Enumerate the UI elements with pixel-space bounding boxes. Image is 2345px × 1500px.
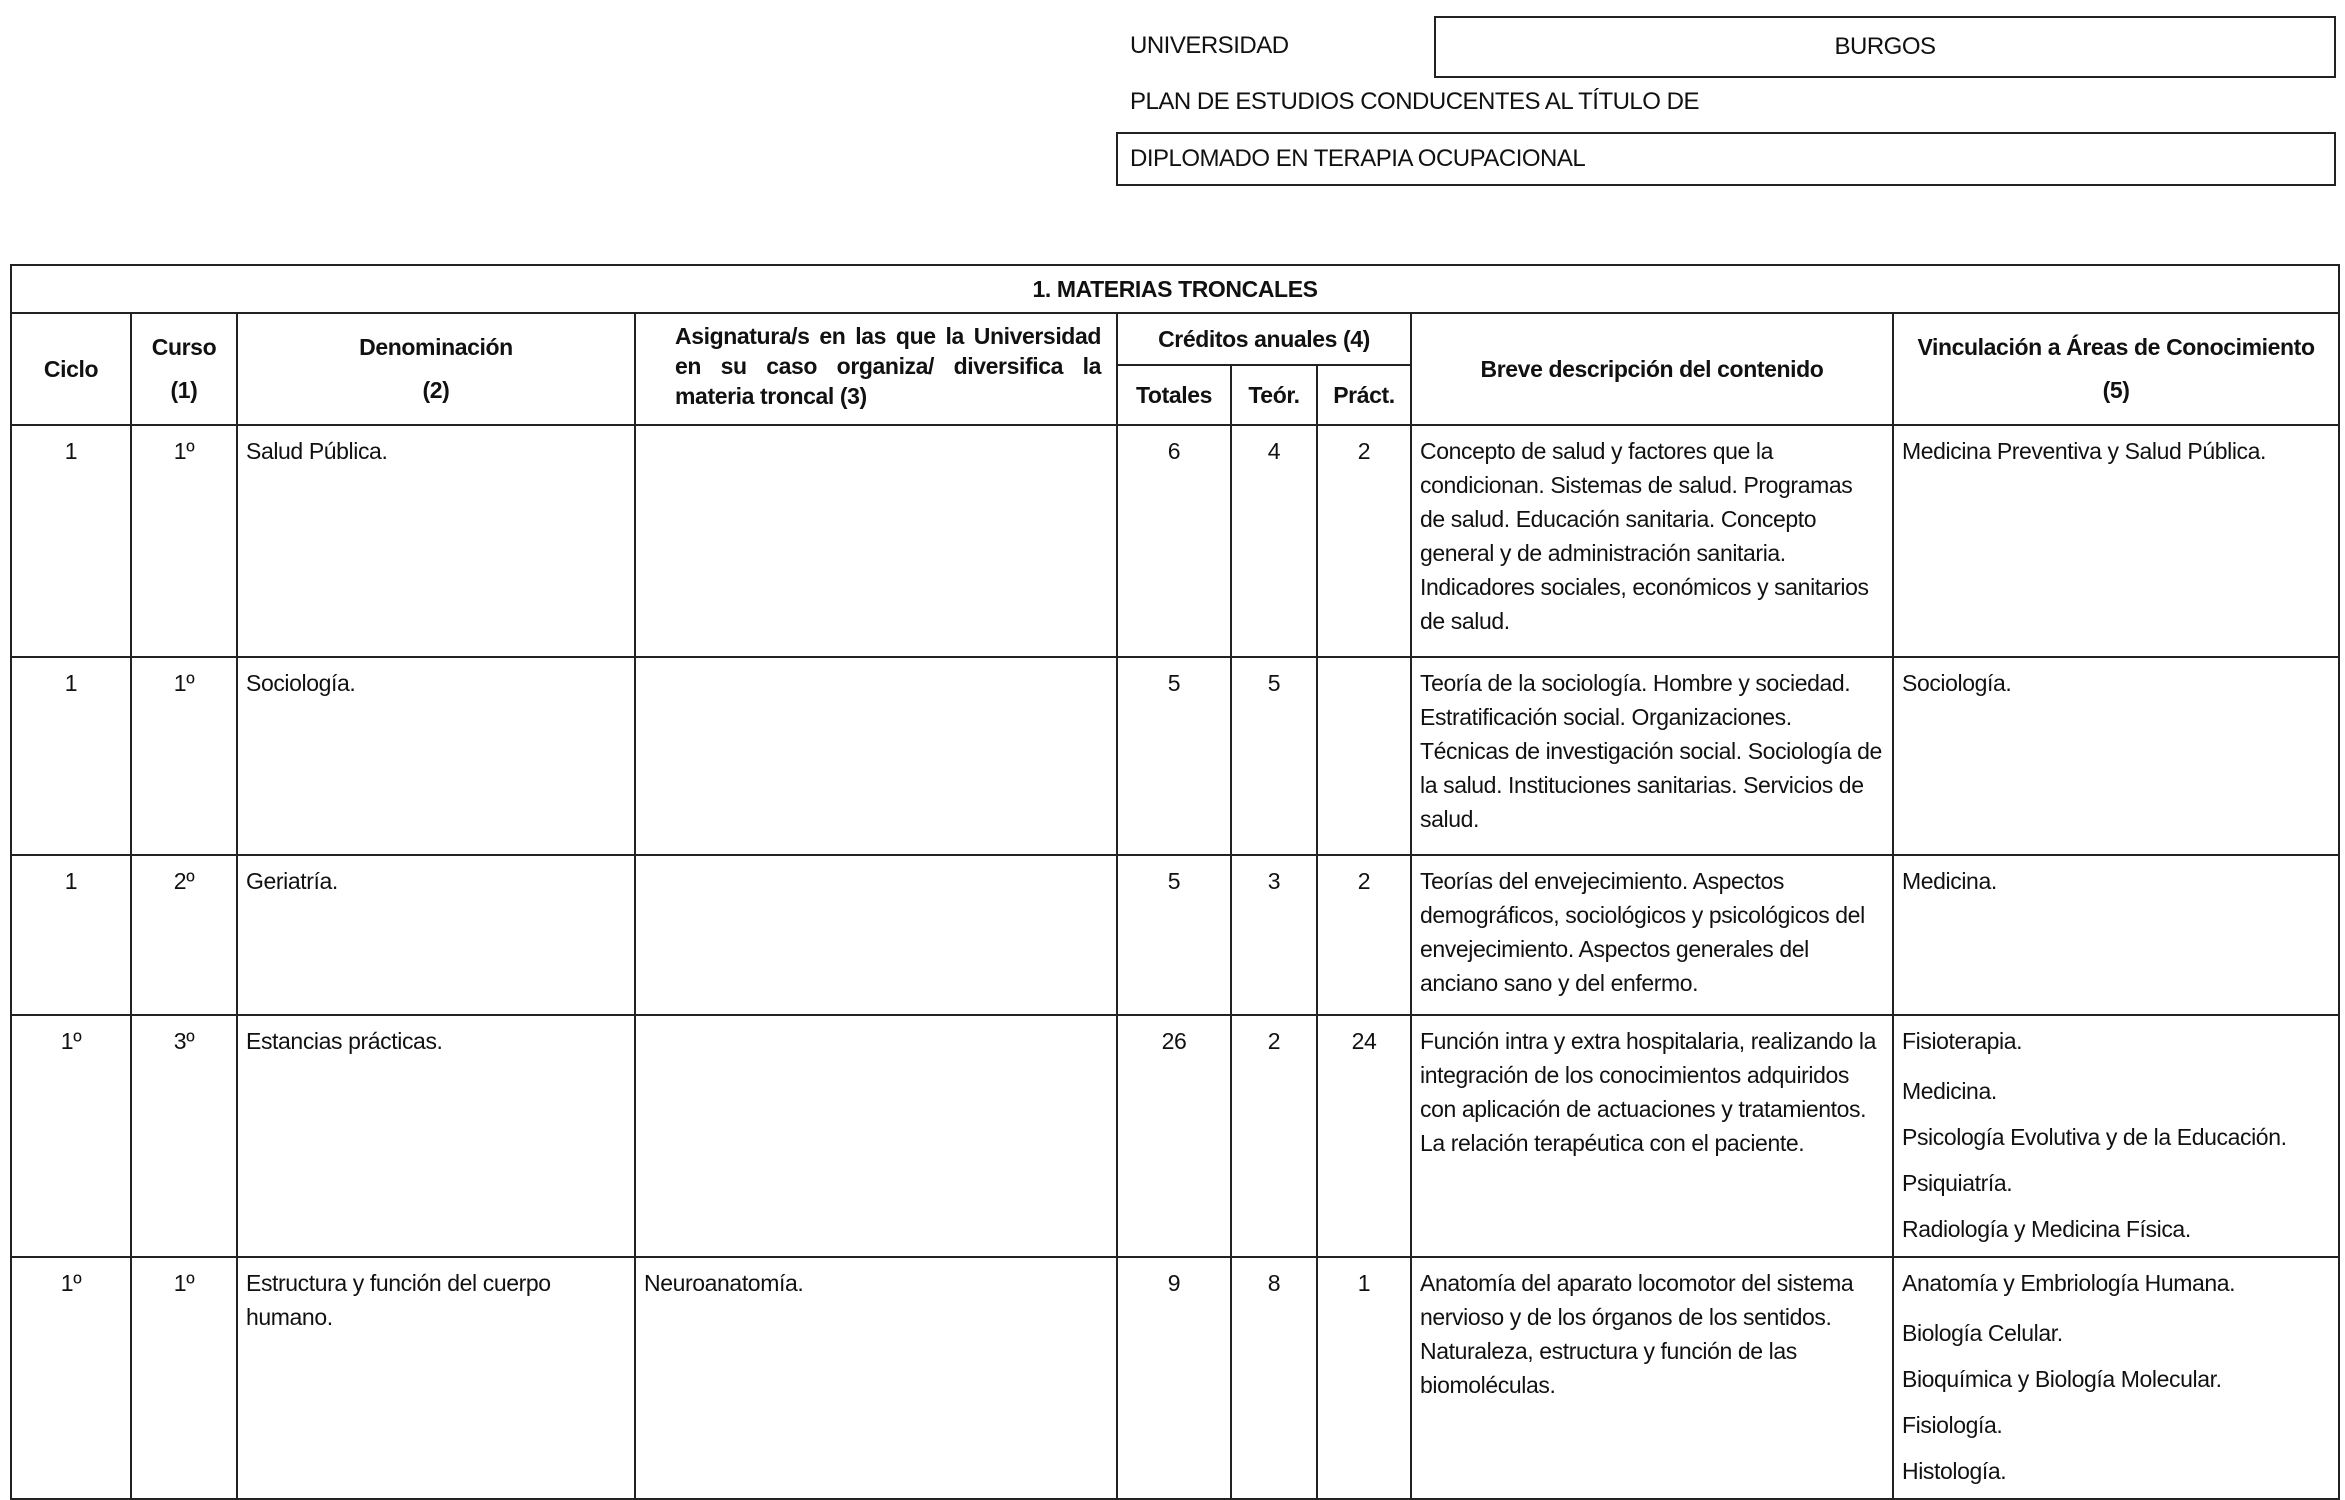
cell-curso: 1º: [131, 425, 237, 657]
table-row: [11, 855, 2339, 1015]
cell-totales: 5: [1117, 855, 1231, 1015]
col-vinculacion: Vinculación a Áreas de Conocimiento (5): [1893, 313, 2339, 425]
universidad-value: BURGOS: [1434, 16, 2336, 78]
cell-ciclo: 1: [11, 425, 131, 657]
cell-areas: [1893, 425, 2339, 657]
cell-ciclo: 1º: [11, 1257, 131, 1499]
col-totales: Totales: [1117, 365, 1231, 425]
cell-asignaturas: [635, 855, 1117, 1015]
cell-teor: 2: [1231, 1015, 1317, 1257]
area-item: Psiquiatría.: [1902, 1170, 2013, 1196]
cell-denominacion: Estancias prácticas.: [237, 1015, 635, 1257]
cell-ciclo: 1º: [11, 1015, 131, 1257]
cell-totales: 26: [1117, 1015, 1231, 1257]
cell-asignaturas: Neuroanatomía.: [635, 1257, 1117, 1499]
cell-asignaturas: [635, 425, 1117, 657]
cell-pract: 1: [1317, 1257, 1411, 1499]
col-creditos: Créditos anuales (4): [1117, 313, 1411, 365]
area-item: Medicina.: [1902, 1078, 1997, 1104]
cell-descripcion: Función intra y extra hospitalaria, realizando la integración de los conocimientos adquiridos con aplicación de actuaciones y tratamientos. La relación terapéutica con el paciente.: [1411, 1015, 1893, 1257]
cell-pract: 2: [1317, 855, 1411, 1015]
cell-denominacion: Geriatría.: [237, 855, 635, 1015]
area-item: Sociología.: [1902, 670, 2012, 696]
area-item: Psicología Evolutiva y de la Educación.: [1902, 1124, 2287, 1150]
cell-totales: 5: [1117, 657, 1231, 855]
table-row: [11, 425, 2339, 657]
section-title: 1. MATERIAS TRONCALES: [11, 265, 2339, 313]
col-asignaturas: Asignatura/s en las que la Universidad en su caso organiza/ diversifica la materia troncal (3): [635, 313, 1117, 425]
cell-areas: [1893, 855, 2339, 1015]
cell-totales: 6: [1117, 425, 1231, 657]
col-pract: Práct.: [1317, 365, 1411, 425]
titulo-value: DIPLOMADO EN TERAPIA OCUPACIONAL: [1116, 132, 2336, 186]
cell-totales: 9: [1117, 1257, 1231, 1499]
cell-areas: [1893, 1015, 2339, 1257]
col-denominacion: Denominación (2): [237, 313, 635, 425]
area-item: Bioquímica y Biología Molecular.: [1902, 1366, 2222, 1392]
cell-curso: 1º: [131, 657, 237, 855]
cell-areas: [1893, 1257, 2339, 1499]
cell-asignaturas: [635, 1015, 1117, 1257]
cell-ciclo: 1: [11, 657, 131, 855]
plan-label: PLAN DE ESTUDIOS CONDUCENTES AL TÍTULO DE: [1130, 88, 1699, 115]
area-item: Fisiología.: [1902, 1412, 2003, 1438]
cell-denominacion: Sociología.: [237, 657, 635, 855]
area-item: Medicina Preventiva y Salud Pública.: [1902, 438, 2267, 464]
cell-curso: 1º: [131, 1257, 237, 1499]
cell-teor: 3: [1231, 855, 1317, 1015]
cell-curso: 3º: [131, 1015, 237, 1257]
col-ciclo: Ciclo: [11, 313, 131, 425]
cell-pract: 24: [1317, 1015, 1411, 1257]
cell-descripcion: Teorías del envejecimiento. Aspectos demográficos, sociológicos y psicológicos del envejecimiento. Aspectos generales del anciano sano y del enfermo.: [1411, 855, 1893, 1015]
area-item: Fisioterapia.: [1902, 1028, 2023, 1054]
col-curso: Curso (1): [131, 313, 237, 425]
cell-ciclo: 1: [11, 855, 131, 1015]
table-row: [11, 657, 2339, 855]
cell-pract: [1317, 657, 1411, 855]
cell-denominacion: Estructura y función del cuerpo humano.: [237, 1257, 635, 1499]
area-item: Anatomía y Embriología Humana.: [1902, 1270, 2236, 1296]
cell-teor: 8: [1231, 1257, 1317, 1499]
cell-denominacion: Salud Pública.: [237, 425, 635, 657]
materias-troncales-table: [10, 264, 2340, 1500]
area-item: Medicina.: [1902, 868, 1997, 894]
cell-areas: [1893, 657, 2339, 855]
cell-pract: 2: [1317, 425, 1411, 657]
table-row: [11, 1257, 2339, 1499]
area-item: Histología.: [1902, 1458, 2007, 1484]
cell-descripcion: Concepto de salud y factores que la condicionan. Sistemas de salud. Programas de salud. Educación sanitaria. Concepto general y de administración sanitaria. Indicadores sociales, económicos y sanitarios de salud.: [1411, 425, 1893, 657]
cell-curso: 2º: [131, 855, 237, 1015]
universidad-label: UNIVERSIDAD: [1130, 32, 1289, 59]
cell-teor: 4: [1231, 425, 1317, 657]
cell-descripcion: Teoría de la sociología. Hombre y sociedad. Estratificación social. Organizaciones. Técnicas de investigación social. Sociología de la salud. Instituciones sanitarias. Servicios de salud.: [1411, 657, 1893, 855]
col-descripcion: Breve descripción del contenido: [1411, 313, 1893, 425]
cell-asignaturas: [635, 657, 1117, 855]
area-item: Radiología y Medicina Física.: [1902, 1216, 2191, 1242]
area-item: Biología Celular.: [1902, 1320, 2063, 1346]
col-teor: Teór.: [1231, 365, 1317, 425]
cell-descripcion: Anatomía del aparato locomotor del sistema nervioso y de los órganos de los sentidos. Naturaleza, estructura y función de las biomoléculas.: [1411, 1257, 1893, 1499]
table-row: [11, 1015, 2339, 1257]
cell-teor: 5: [1231, 657, 1317, 855]
